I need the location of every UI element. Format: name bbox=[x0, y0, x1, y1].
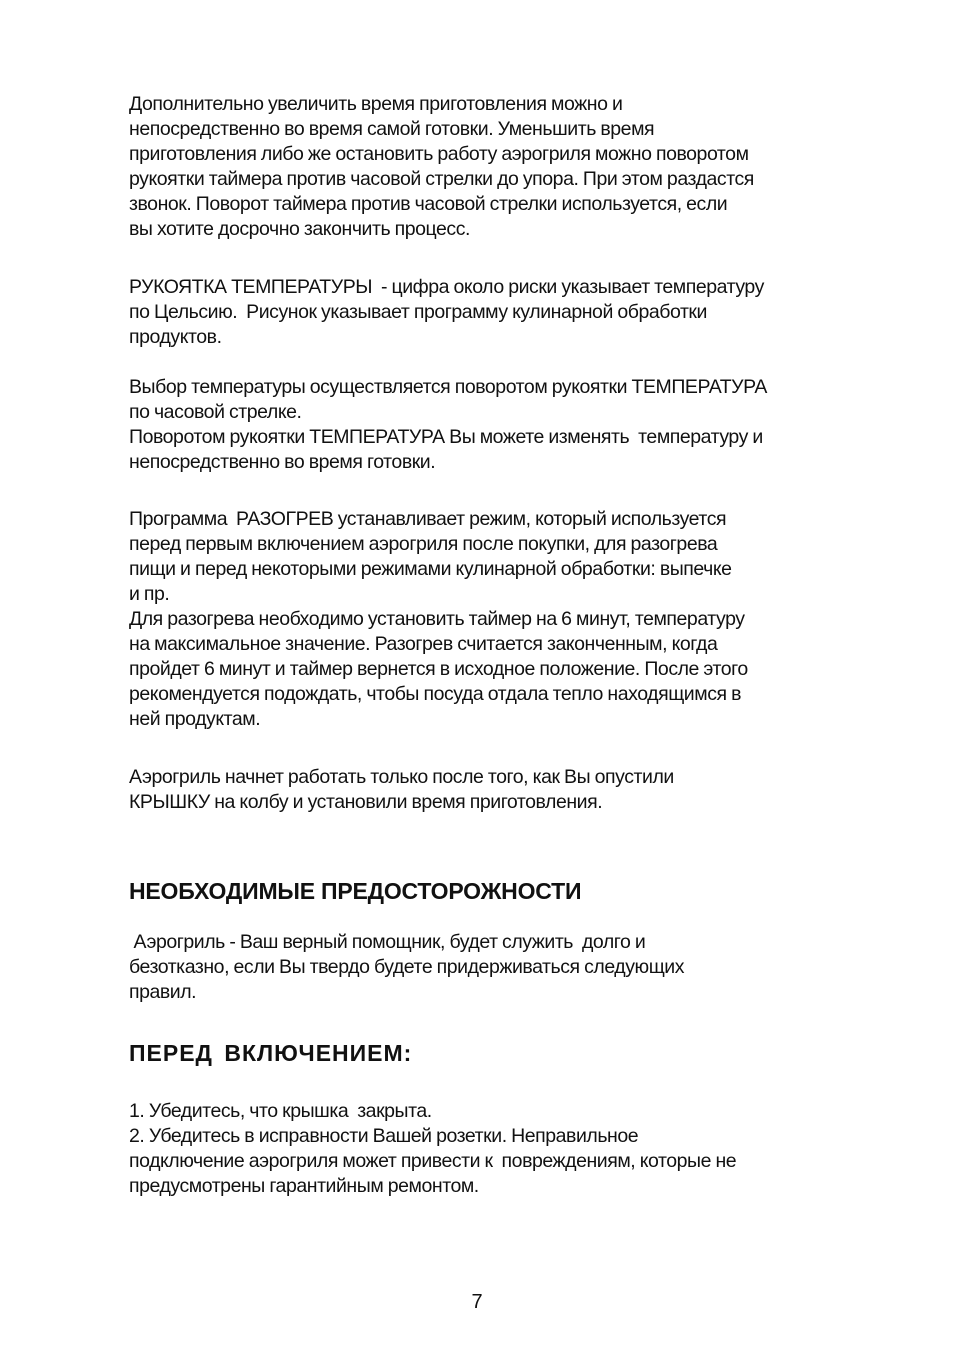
paragraph-preheat-program bbox=[129, 507, 859, 732]
text-line: подключение аэрогриля может привести к повреждениям, которые не bbox=[129, 1150, 737, 1172]
text-line: рекомендуется подождать, чтобы посуда отдала тепло находящимся в bbox=[129, 683, 741, 705]
text-line: перед первым включением аэрогриля после покупки, для разогрева bbox=[129, 533, 718, 555]
list-item: 1. Убедитесь, что крышка закрыта. bbox=[129, 1100, 432, 1122]
text-line: Выбор температуры осуществляется поворотом рукоятки ТЕМПЕРАТУРА bbox=[129, 376, 767, 398]
text-line: безотказно, если Вы твердо будете придерживаться следующих bbox=[129, 956, 685, 978]
heading-precautions: НЕОБХОДИМЫЕ ПРЕДОСТОРОЖНОСТИ bbox=[129, 878, 582, 904]
text-line: по часовой стрелке. bbox=[129, 401, 302, 423]
paragraph-temperature-knob bbox=[129, 275, 859, 350]
page-number: 7 bbox=[471, 1291, 483, 1313]
text-line: Аэрогриль начнет работать только после того, как Вы опустили bbox=[129, 766, 674, 788]
text-line: пройдет 6 минут и таймер вернется в исходное положение. После этого bbox=[129, 658, 748, 680]
text-line: непосредственно во время самой готовки. Уменьшить время bbox=[129, 118, 655, 140]
text-line: Для разогрева необходимо установить таймер на 6 минут, температуру bbox=[129, 608, 745, 630]
text-line: звонок. Поворот таймера против часовой стрелки используется, если bbox=[129, 193, 728, 215]
text-line: Аэрогриль - Ваш верный помощник, будет служить долго и bbox=[129, 931, 646, 953]
text-line: ней продуктам. bbox=[129, 708, 261, 730]
text-line: Программа РАЗОГРЕВ устанавливает режим, который используется bbox=[129, 508, 727, 530]
heading-before-switch-on: ПЕРЕД ВКЛЮЧЕНИЕМ: bbox=[129, 1040, 413, 1066]
paragraph-lid-requirement bbox=[129, 765, 859, 815]
text-line: правил. bbox=[129, 981, 197, 1003]
text-line: и пр. bbox=[129, 583, 170, 605]
text-line: предусмотрены гарантийным ремонтом. bbox=[129, 1175, 479, 1197]
text-line: Поворотом рукоятки ТЕМПЕРАТУРА Вы можете изменять температуру и bbox=[129, 426, 763, 448]
text-line: рукоятки таймера против часовой стрелки до упора. При этом раздастся bbox=[129, 168, 754, 190]
text-line: на максимальное значение. Разогрев считается законченным, когда bbox=[129, 633, 718, 655]
paragraph-before-switch-on-list bbox=[129, 1099, 859, 1199]
paragraph-precautions-intro bbox=[129, 930, 859, 1005]
text-line: непосредственно во время готовки. bbox=[129, 451, 436, 473]
text-line: РУКОЯТКА ТЕМПЕРАТУРЫ - цифра около риски указывает температуру bbox=[129, 276, 764, 298]
document-page bbox=[129, 92, 859, 1199]
list-item: 2. Убедитесь в исправности Вашей розетки. Неправильное bbox=[129, 1125, 639, 1147]
text-line: приготовления либо же остановить работу аэрогриля можно поворотом bbox=[129, 143, 749, 165]
text-line: по Цельсию. Рисунок указывает программу кулинарной обработки bbox=[129, 301, 707, 323]
paragraph-temperature-selection bbox=[129, 375, 859, 475]
paragraph-timer-adjustment bbox=[129, 92, 859, 242]
text-line: пищи и перед некоторыми режимами кулинарной обработки: выпечке bbox=[129, 558, 732, 580]
text-line: КРЫШКУ на колбу и установили время приготовления. bbox=[129, 791, 603, 813]
text-line: продуктов. bbox=[129, 326, 222, 348]
text-line: вы хотите досрочно закончить процесс. bbox=[129, 218, 470, 240]
text-line: Дополнительно увеличить время приготовления можно и bbox=[129, 93, 623, 115]
